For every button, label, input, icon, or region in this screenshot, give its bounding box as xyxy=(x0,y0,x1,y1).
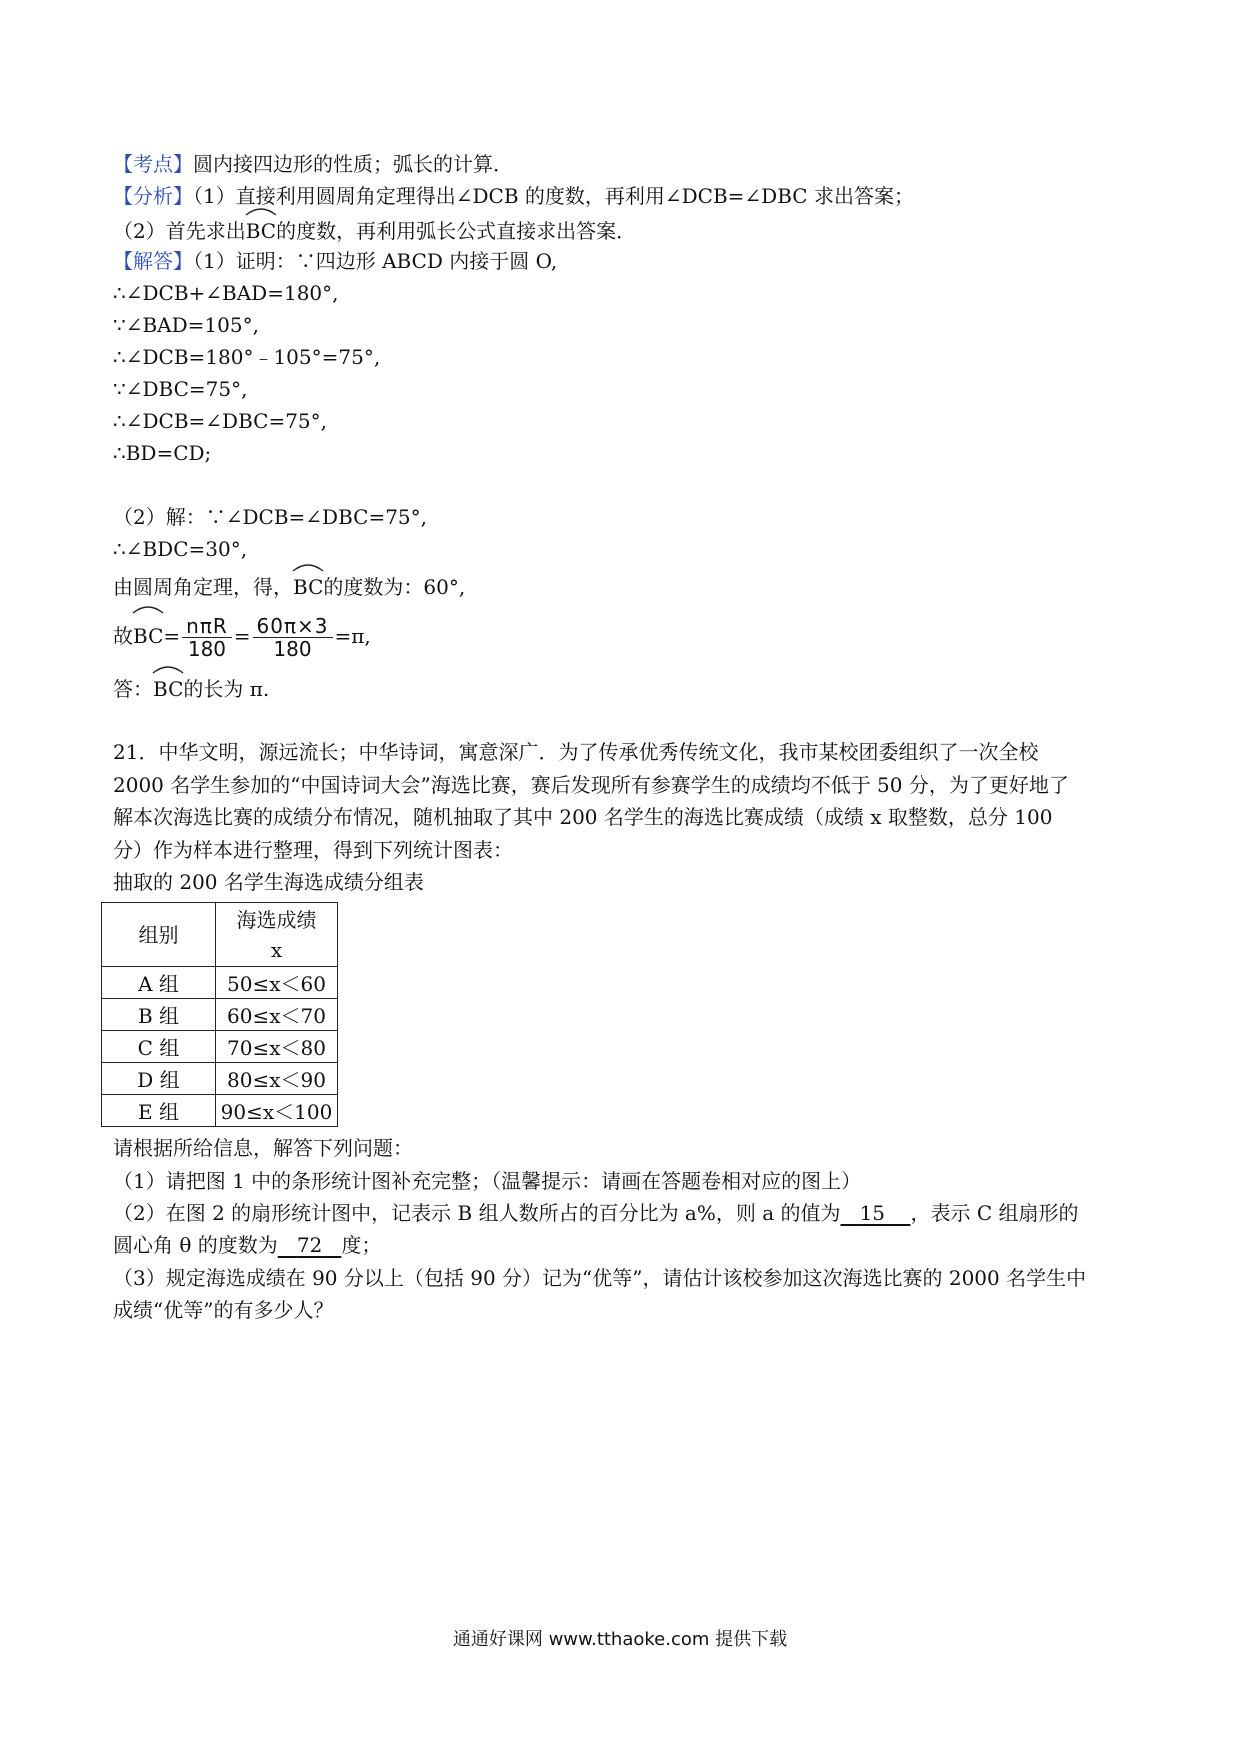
arc-bc xyxy=(246,214,276,246)
table-row xyxy=(102,999,338,1031)
answer-blank-a xyxy=(841,1198,911,1228)
table-header-row xyxy=(102,903,338,967)
proof-line: ∴BD=CD; xyxy=(113,441,212,465)
proof-line: ∴∠DCB=180°﹣105°=75°, xyxy=(113,345,381,369)
arc-bc xyxy=(133,612,163,658)
proof-line: ∴∠DCB+∠BAD=180°, xyxy=(113,281,339,305)
fenxi-text-2-pre: （2）首先求出 xyxy=(113,219,246,243)
formula-post: =π, xyxy=(334,624,371,648)
fenxi-line-1 xyxy=(113,181,914,211)
fenxi-tag: 【分析】 xyxy=(113,184,193,208)
question-3-line-2: 成绩“优等”的有多少人？ xyxy=(113,1298,334,1322)
problem-line: 解本次海选比赛的成绩分布情况，随机抽取了其中 200 名学生的海选比赛成绩（成绩 x 取整数，总分 100 xyxy=(113,805,1053,829)
table-row xyxy=(102,967,338,999)
table-cell: 90≤x＜100 xyxy=(216,1095,338,1127)
part2-line-3-pre: 由圆周角定理，得， xyxy=(113,575,293,599)
answer-pre: 答： xyxy=(113,677,153,701)
problem-line: 2000 名学生参加的“中国诗词大会”海选比赛，赛后发现所有参赛学生的成绩均不低于 50 分，为了更好地了 xyxy=(113,773,1069,797)
arc-label: BC xyxy=(245,219,277,243)
table-cell: 60≤x＜70 xyxy=(216,999,338,1031)
table-caption: 抽取的 200 名学生海选成绩分组表 xyxy=(113,870,424,894)
table-cell: E 组 xyxy=(102,1095,216,1127)
jieda-text-1: （1）证明：∵四边形 ABCD 内接于圆 O, xyxy=(193,249,558,273)
arc-mark-icon xyxy=(132,604,164,614)
table-row xyxy=(102,1063,338,1095)
table-row xyxy=(102,1095,338,1127)
part2-line-1: （2）解：∵∠DCB=∠DBC=75°, xyxy=(113,505,428,529)
fraction-numerator: nπR xyxy=(182,615,232,638)
fenxi-text-1: （1）直接利用圆周角定理得出∠DCB 的度数，再利用∠DCB=∠DBC 求出答案； xyxy=(193,184,914,208)
question-2-mid: ，表示 C 组扇形的 xyxy=(910,1201,1079,1225)
table-cell: 50≤x＜60 xyxy=(216,967,338,999)
fraction-substituted xyxy=(253,615,333,660)
part2-line-3 xyxy=(113,570,465,602)
fenxi-text-2-post: 的度数，再利用弧长公式直接求出答案． xyxy=(276,219,637,243)
proof-line: ∴∠DCB=∠DBC=75°, xyxy=(113,409,328,433)
arc-label: BC xyxy=(293,575,324,599)
table-cell: B 组 xyxy=(102,999,216,1031)
question-2-line-1 xyxy=(113,1198,1079,1228)
part2-line-2: ∴∠BDC=30°, xyxy=(113,537,248,561)
question-2-line-2-post: 度； xyxy=(341,1233,382,1257)
arc-mark-icon xyxy=(292,562,324,572)
question-2-line-2-pre: 圆心角 θ 的度数为 xyxy=(113,1233,278,1257)
question-2-pre: （2）在图 2 的扇形统计图中，记表示 B 组人数所占的百分比为 a%，则 a 的值为 xyxy=(113,1201,841,1225)
problem-line: 21．中华文明，源远流长；中华诗词，寓意深广．为了传承优秀传统文化，我市某校团委组织了一次全校 xyxy=(113,740,1039,764)
proof-line: ∵∠BAD=105°, xyxy=(113,313,259,337)
table-cell: A 组 xyxy=(102,967,216,999)
question-2-line-2 xyxy=(113,1230,381,1260)
table-cell: 70≤x＜80 xyxy=(216,1031,338,1063)
problem-line: 分）作为样本进行整理，得到下列统计图表： xyxy=(113,838,513,862)
kaodian-line xyxy=(113,149,513,179)
answer-blank-theta xyxy=(278,1230,342,1260)
arc-bc xyxy=(153,672,183,704)
fraction-denominator: 180 xyxy=(187,637,227,661)
answer-line xyxy=(113,672,269,704)
header-score-var: x xyxy=(270,937,283,962)
formula-pre: 故 xyxy=(113,624,133,648)
arc-mark-icon xyxy=(245,206,277,216)
kaodian-tag: 【考点】 xyxy=(113,152,193,176)
header-score-label: 海选成绩 xyxy=(236,907,317,932)
answer-value-theta: 72 xyxy=(296,1233,323,1257)
fraction-numerator: 60π×3 xyxy=(253,615,333,638)
arc-label: BC xyxy=(133,624,164,648)
question-1: （1）请把图 1 中的条形统计图补充完整；（温馨提示：请画在答题卷相对应的图上） xyxy=(113,1169,862,1193)
fenxi-line-2 xyxy=(113,214,636,246)
instruction-line: 请根据所给信息，解答下列问题： xyxy=(113,1136,413,1160)
formula-eq1: = xyxy=(163,624,181,648)
table-row xyxy=(102,1031,338,1063)
arc-label: BC xyxy=(153,677,184,701)
arc-mark-icon xyxy=(152,664,184,674)
jieda-tag: 【解答】 xyxy=(113,249,193,273)
proof-line: ∵∠DBC=75°, xyxy=(113,377,248,401)
kaodian-text: 圆内接四边形的性质；弧长的计算． xyxy=(193,152,513,176)
formula-eq2: = xyxy=(233,624,251,648)
question-3-line-1: （3）规定海选成绩在 90 分以上（包括 90 分）记为“优等”，请估计该校参加这次海选比赛的 2000 名学生中 xyxy=(113,1266,1087,1290)
answer-value-a: 15 xyxy=(859,1201,886,1225)
fraction-arc-length xyxy=(182,615,232,660)
score-group-table xyxy=(101,902,338,1127)
page-footer: 通通好课网 www.tthaoke.com 提供下载 xyxy=(452,1629,788,1650)
fraction-denominator: 180 xyxy=(273,637,312,661)
answer-post: 的长为 π. xyxy=(183,677,270,701)
table-cell: D 组 xyxy=(102,1063,216,1095)
arc-bc xyxy=(293,570,323,602)
jieda-line-1 xyxy=(113,246,557,276)
table-cell: C 组 xyxy=(102,1031,216,1063)
table-header-cell xyxy=(216,903,338,967)
formula-line xyxy=(113,612,371,660)
table-header-cell: 组别 xyxy=(102,903,216,967)
part2-line-3-post: 的度数为：60°, xyxy=(323,575,466,599)
table-cell: 80≤x＜90 xyxy=(216,1063,338,1095)
